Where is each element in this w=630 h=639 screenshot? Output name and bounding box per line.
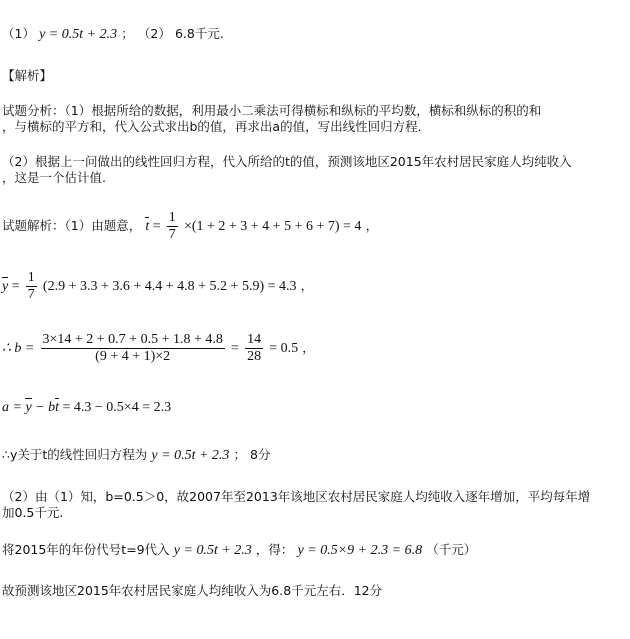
answer-separator: ；: [121, 26, 134, 41]
part2-line-1: （2）由（1）知，b=0.5＞0，故2007年至2013年该地区农村居民家庭人均纯收入逐年增加，平均每年增: [2, 489, 591, 504]
a-equation: a = y − bt = 4.3 − 0.5×4 = 2.3: [2, 400, 172, 415]
b-equation: ∴ b = $\frac{3\times 14 + 2 + 0.7 + 0.5 + 1.8 + 4.8}{(9 + 4 + 1)\times 2}$ = $\frac{14}{28}$ = 0.5 ，: [2, 332, 315, 364]
answer-part1-equation: y = 0.5t + 2.3: [39, 27, 118, 42]
b-result: = 0.5: [269, 341, 299, 356]
b-main-fraction: $\frac{3\times 14 + 2 + 0.7 + 0.5 + 1.8 + 4.8}{(9 + 4 + 1)\times 2}$: [42, 332, 223, 364]
analysis-line-4: ，这是一个估计值.: [2, 170, 106, 185]
regression-statement: ∴y关于t的线性回归方程为 y = 0.5t + 2.3 ； 8分: [2, 447, 271, 463]
answer-part1-label: （1）: [2, 26, 35, 41]
answer-line: [2, 24, 224, 43]
y-sum: (2.9 + 3.3 + 3.6 + 4.4 + 4.8 + 5.2 + 5.9) = 4.3: [42, 279, 297, 294]
t-mean-equation: 试题解析：（1）由题意， t = $\frac{1}{7}$ ×(1 + 2 + 3 + 4 + 5 + 6 + 7) = 4 ，: [2, 210, 379, 242]
y-bar-symbol: y: [2, 279, 9, 294]
y-mean-equation: y = $\frac{1}{7}$ (2.9 + 3.3 + 3.6 + 4.4 + 4.8 + 5.2 + 5.9) = 4.3 ，: [2, 270, 314, 302]
b-prefix: ∴ b =: [2, 341, 35, 356]
y-fraction: $\frac{1}{7}$: [27, 270, 35, 302]
t-sum: ×(1 + 2 + 3 + 4 + 5 + 6 + 7) = 4: [183, 219, 362, 234]
t-fraction: $\frac{1}{7}$: [168, 210, 176, 242]
analysis-line-3: （2）根据上一问做出的线性回归方程，代入所给的t的值，预测该地区2015年农村居民家庭人均纯收入: [2, 154, 572, 169]
conclusion-line: 故预测该地区2015年农村居民家庭人均纯收入为6.8千元左右．12分: [2, 583, 383, 598]
t-bar-symbol: t: [145, 219, 150, 234]
analysis-line-1: 试题分析：（1）根据所给的数据，利用最小二乘法可得横标和纵标的平均数，横标和纵标的积的和: [2, 103, 542, 118]
analysis-line-2: ，与横标的平方和，代入公式求出b的值，再求出a的值，写出线性回归方程．: [2, 119, 431, 134]
substitution-line: 将2015年的年份代号t=9代入 y = 0.5t + 2.3 ，得： y = 0.5×9 + 2.3 = 6.8 （千元）: [2, 542, 477, 558]
b-simplified-fraction: $\frac{14}{28}$: [247, 332, 262, 364]
solution-intro: 试题解析：（1）由题意，: [2, 218, 142, 233]
answer-part2-label: （2）: [137, 26, 171, 41]
analysis-heading: 【解析】: [2, 68, 53, 83]
part2-line-2: 加0.5千元.: [2, 505, 64, 520]
answer-part2-value: 6.8千元.: [174, 26, 224, 41]
regression-equation: y = 0.5t + 2.3: [151, 448, 230, 463]
